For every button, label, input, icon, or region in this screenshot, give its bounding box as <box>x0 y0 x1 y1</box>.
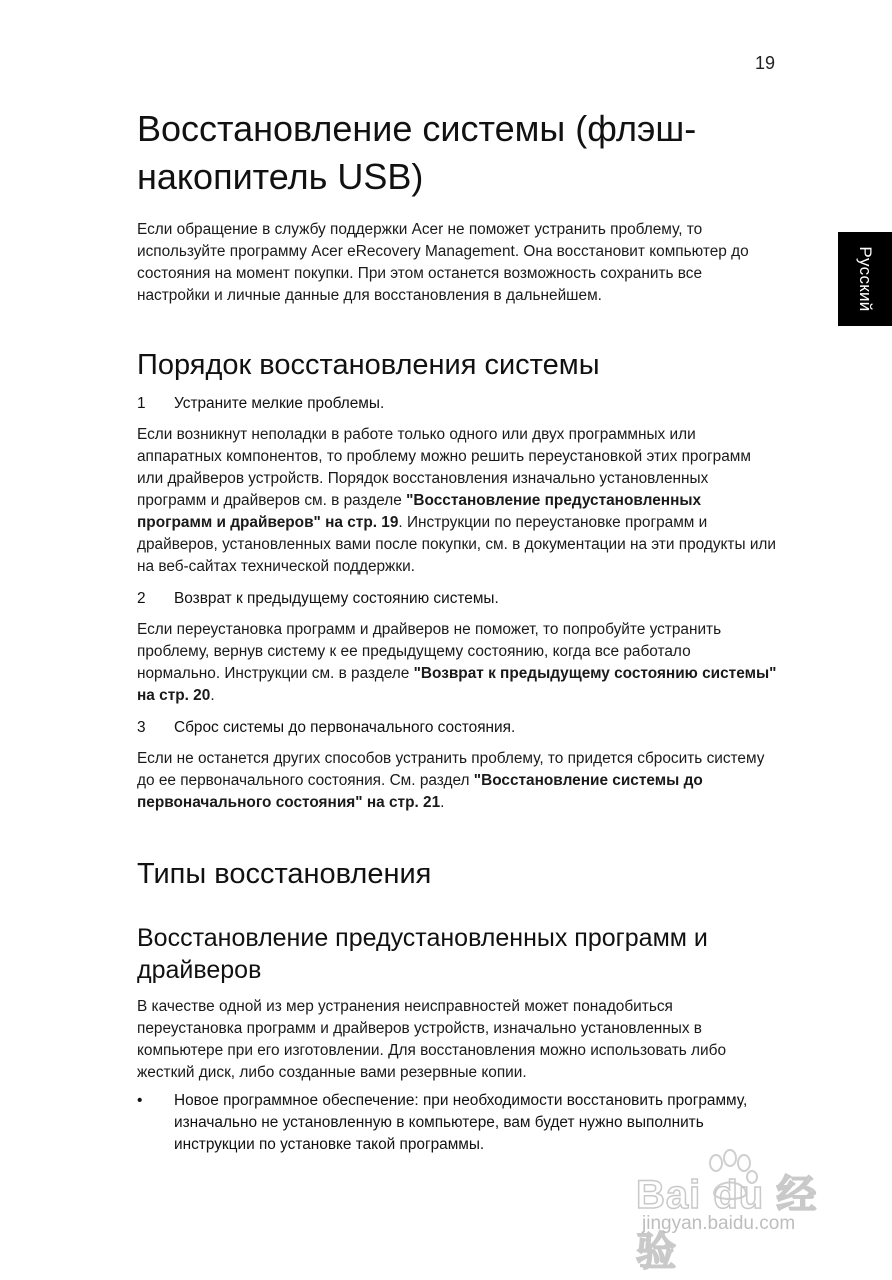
step-description-3: Если не останется других способов устранить проблему, то придется сбросить систему до ее первоначального состояния. См. раздел "Восстановление системы до первоначального состояния" на стр. 21. <box>137 750 765 811</box>
step-number: 1 <box>137 395 146 412</box>
cross-reference-link: "Возврат к предыдущему состоянию системы" на стр. 20 <box>137 665 777 704</box>
step-description-1: Если возникнут неполадки в работе только одного или двух программных или аппаратных компонентов, то проблему можно решить переустановкой этих программ или драйверов устройств. Порядок восстановления изначально установленных программ и драйверов см. в разделе "Восстановление предустановленных программ и драйверов" на стр. 19. Инструкции по переустановке программ и драйверов, установленных вами после покупки, см. в документации на эти продукты или на веб-сайтах технической поддержки. <box>137 426 776 575</box>
step-number: 2 <box>137 590 146 607</box>
step-item-1 <box>137 393 777 415</box>
page-number: 19 <box>754 53 775 73</box>
intro-paragraph: Если обращение в службу поддержки Acer не поможет устранить проблему, то используйте программу Acer eRecovery Management. Она восстановит компьютер до состояния на момент покупки. При этом останется возможность сохранить все настройки и личные данные для восстановления в дальнейшем. <box>137 221 749 304</box>
watermark-logo: Bai du 经验 <box>636 1173 818 1274</box>
section-heading-types: Типы восстановления <box>137 858 432 890</box>
section-heading-procedure: Порядок восстановления системы <box>137 349 600 381</box>
cross-reference-link: "Восстановление системы до первоначального состояния" на стр. 21 <box>137 772 703 811</box>
step-label: Устраните мелкие проблемы. <box>174 395 385 412</box>
language-tab <box>838 232 892 326</box>
step-description-2: Если переустановка программ и драйверов не поможет, то попробуйте устранить проблему, вернув систему к ее предыдущему состоянию, когда все работало нормально. Инструкции см. в разделе "Возврат к предыдущему состоянию системы" на стр. 20. <box>137 621 777 704</box>
language-tab-label: Русский <box>856 246 875 312</box>
document-body <box>137 105 777 1156</box>
step-label: Возврат к предыдущему состоянию системы. <box>174 590 499 607</box>
bullet-text: Новое программное обеспечение: при необходимости восстановить программу, изначально не установленную в компьютере, вам будет нужно выполнить инструкции по установке такой программы. <box>174 1092 748 1153</box>
step-number: 3 <box>137 719 146 736</box>
subsection-paragraph: В качестве одной из мер устранения неисправностей может понадобиться переустановка программ и драйверов устройств, изначально установленных в компьютере при его изготовлении. Для восстановления можно использовать либо жесткий диск, либо созданные вами резервные копии. <box>137 998 727 1081</box>
bullet-symbol: • <box>137 1092 143 1109</box>
step-item-3 <box>137 717 777 739</box>
watermark-url: jingyan.baidu.com <box>642 1213 796 1234</box>
step-item-2 <box>137 588 777 610</box>
watermark <box>636 1145 846 1274</box>
subsection-heading: Восстановление предустановленных программ и драйверов <box>137 924 708 984</box>
page-title: Восстановление системы (флэш-накопитель USB) <box>137 108 697 197</box>
step-label: Сброс системы до первоначального состояния. <box>174 719 516 736</box>
cross-reference-link: "Восстановление предустановленных программ и драйверов" на стр. 19 <box>137 492 702 531</box>
